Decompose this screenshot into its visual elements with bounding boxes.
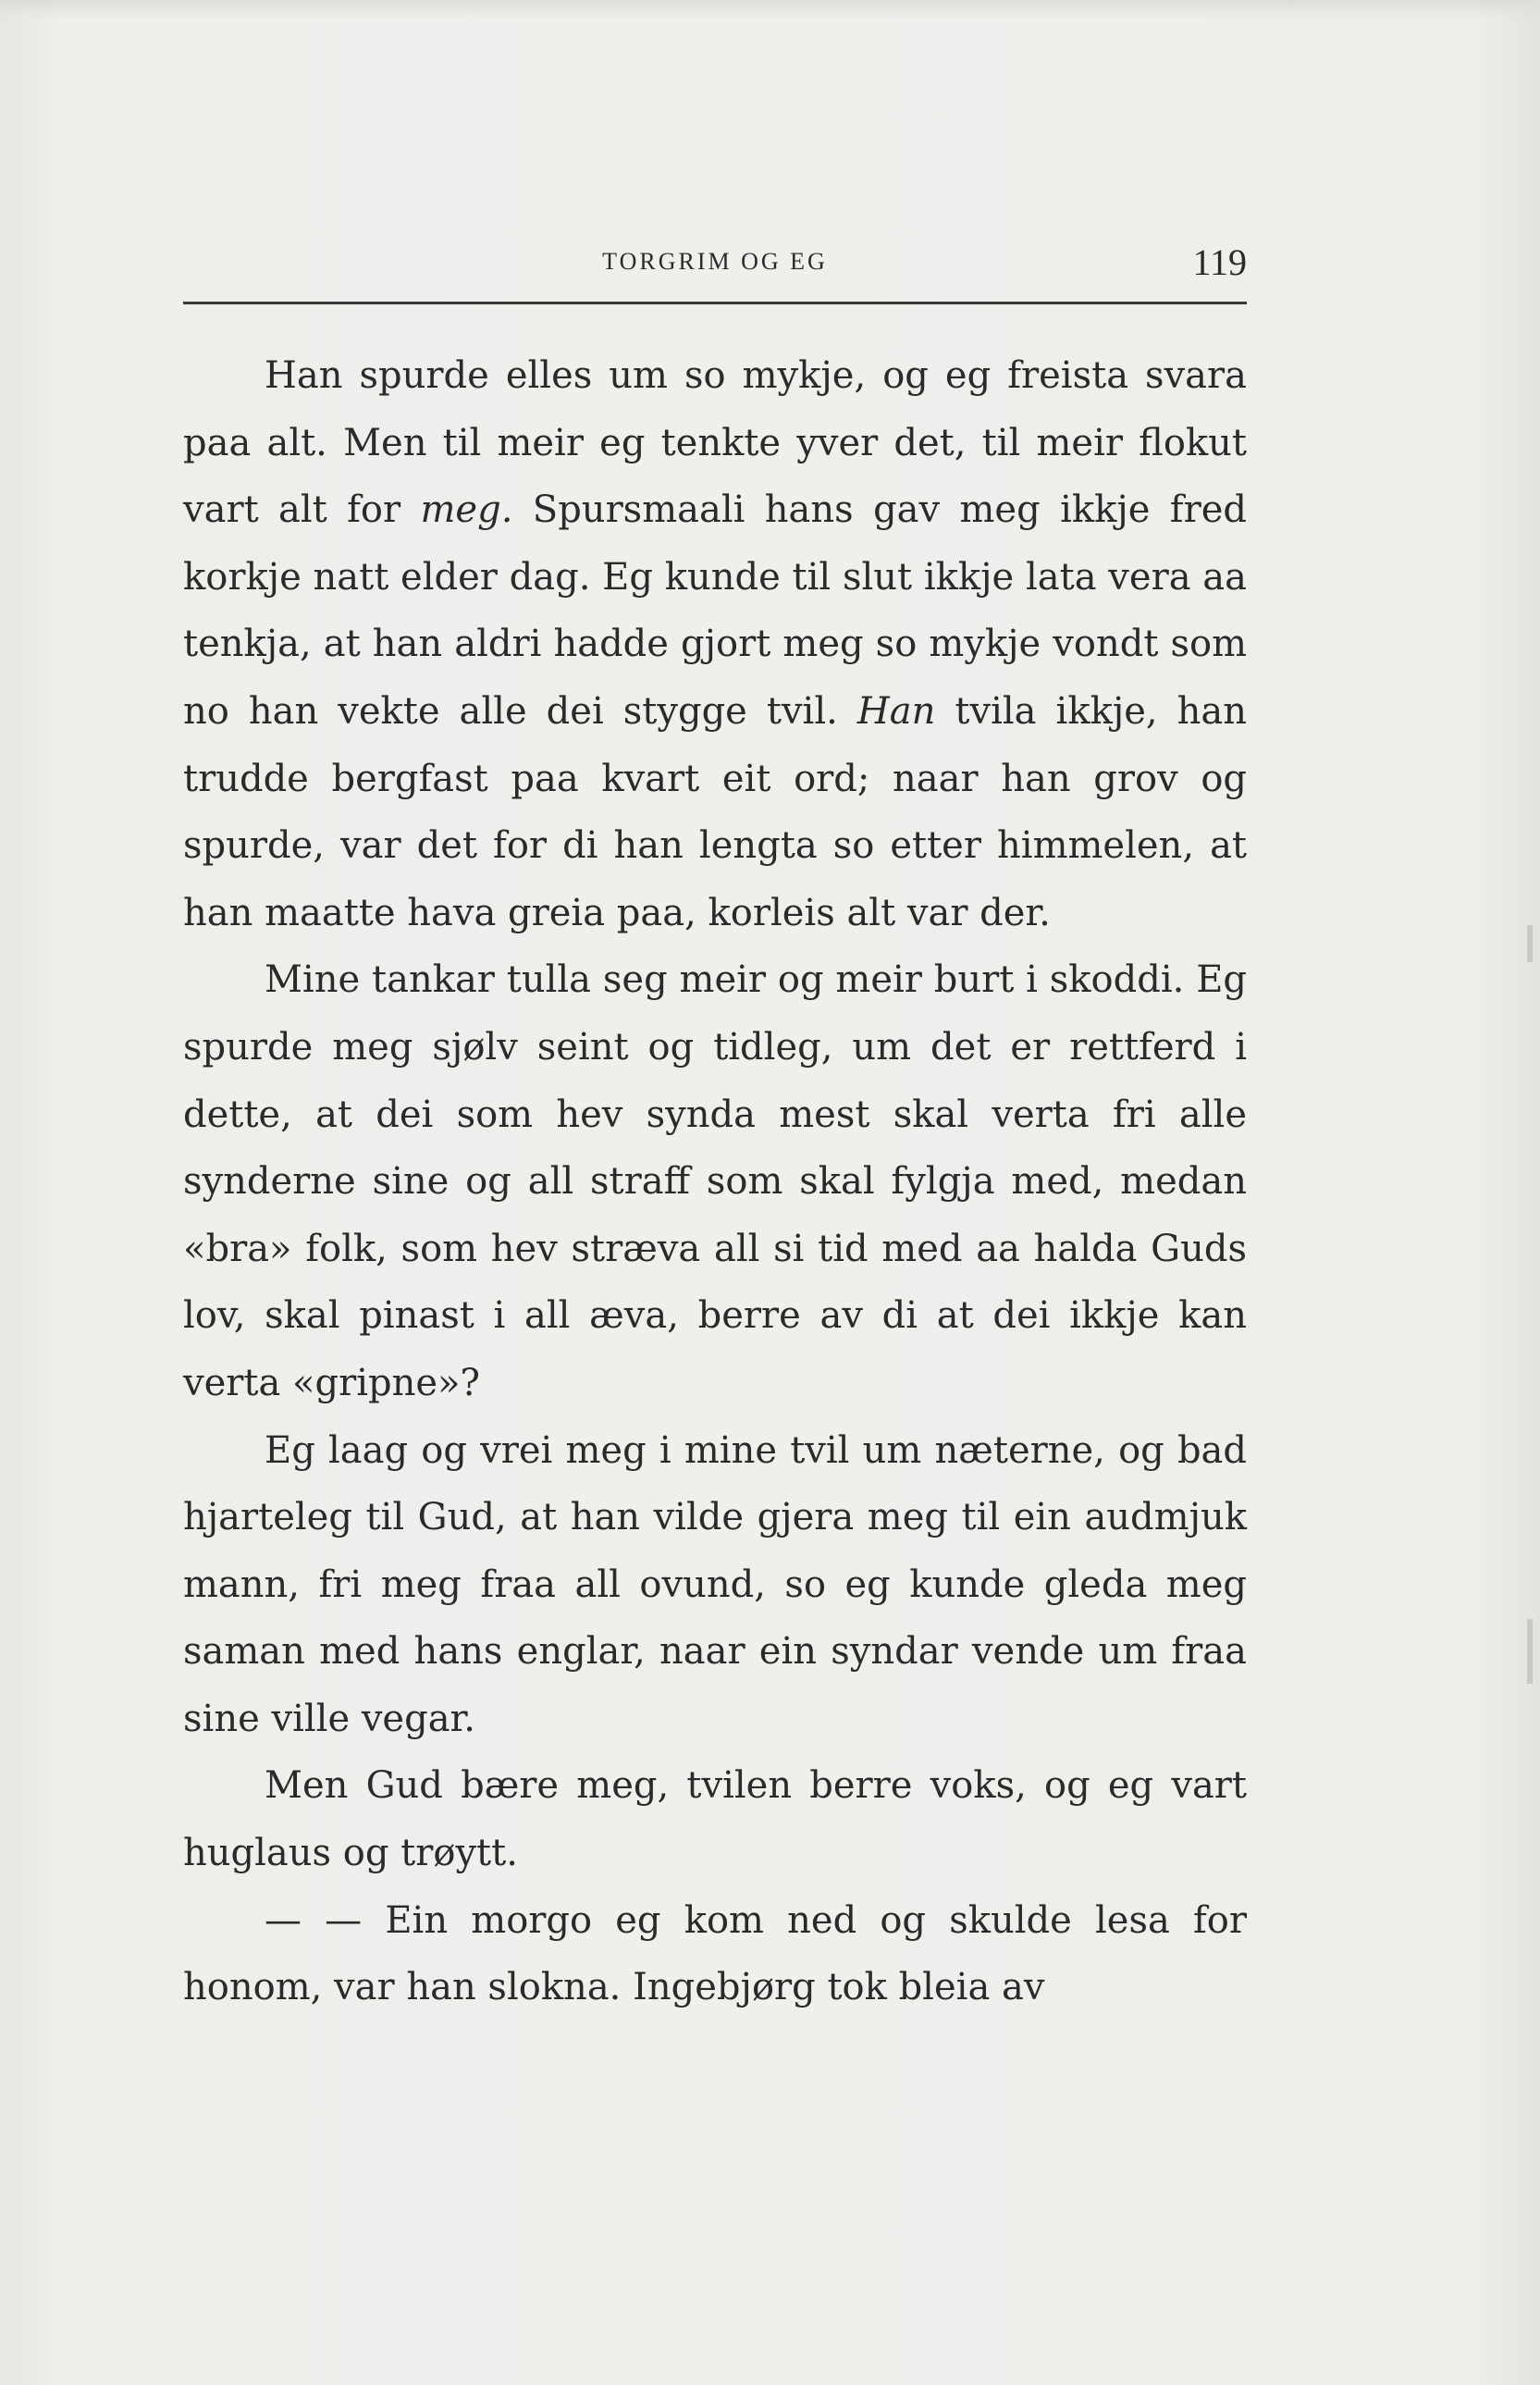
text-run: tvila ikkje, han trudde bergfast paa kvart eit ord; naar han grov og spurde, var det for di han lengta so etter himmelen, at han maatte hava greia paa, korleis alt var der. — [183, 689, 1248, 934]
page-header — [183, 241, 1247, 296]
page-edge-mark — [1527, 925, 1533, 962]
paragraph — [183, 342, 1247, 946]
running-head: TORGRIM OG EG — [602, 248, 828, 275]
paragraph — [183, 1417, 1247, 1753]
text-run: Men Gud bære meg, tvilen berre voks, og eg vart huglaus og trøytt. — [183, 1764, 1247, 1875]
paragraph — [183, 946, 1247, 1416]
text-run: Eg laag og vrei meg i mine tvil um næterne, og bad hjarteleg til Gud, at han vilde gjera meg til ein audmjuk mann, fri meg fraa all ovund, so eg kunde gleda meg saman med hans englar, naar ein syndar vende um fraa sine ville vegar. — [183, 1428, 1247, 1740]
page-edge-mark — [1527, 1619, 1533, 1684]
text-run: — — Ein morgo eg kom ned og skulde lesa for honom, var han slokna. Ingebjørg tok bleia av — [183, 1898, 1247, 2009]
paragraph — [183, 1752, 1247, 1886]
text-run: Spursmaali hans gav meg ikkje fred korkje natt elder dag. Eg kunde til slut ikkje lata vera aa tenkja, at han aldri hadde gjort meg so mykje vondt som no han vekte alle dei stygge tvil. — [183, 488, 1248, 733]
paragraph — [183, 1887, 1247, 2021]
header-rule — [183, 302, 1247, 304]
page-number: 119 — [1192, 241, 1247, 283]
italic-text: meg. — [420, 488, 513, 532]
italic-text: Han — [856, 689, 936, 733]
text-run: Han spurde elles um so mykje, og eg freista svara paa alt. Men til meir eg tenkte yver det, til meir flokut vart alt for — [183, 354, 1247, 532]
body-text — [183, 342, 1247, 2021]
text-run: Mine tankar tulla seg meir og meir burt i skoddi. Eg spurde meg sjølv seint og tidleg, um det er rettferd i dette, at dei som hev synda mest skal verta fri alle synderne sine og all straff som skal fylgja med, medan «bra» folk, som hev stræva all si tid med aa halda Guds lov, skal pinast i all æva, berre av di at dei ikkje kan verta «gripne»? — [183, 958, 1247, 1404]
